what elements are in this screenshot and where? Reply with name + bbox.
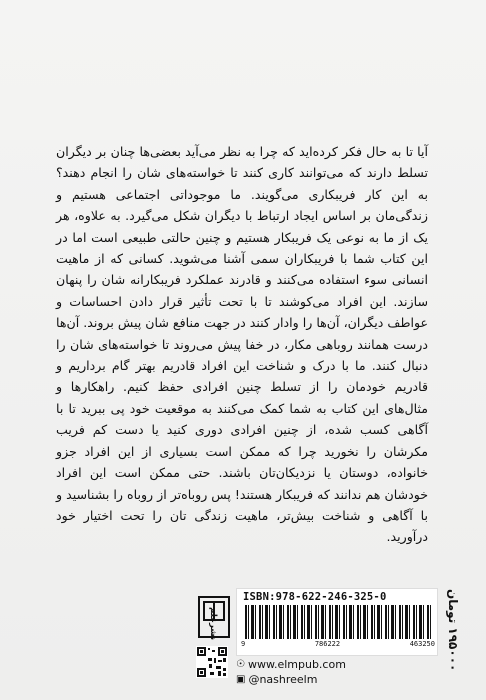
website-text: www.elmpub.com <box>247 658 346 671</box>
instagram-icon: ▣ <box>236 674 246 685</box>
barcode-digit-group: 9 <box>241 640 246 648</box>
instagram-text: @nashreelm <box>248 673 318 686</box>
barcode-digits <box>241 640 435 648</box>
qr-code-icon <box>196 646 228 678</box>
globe-icon: ☉ <box>236 659 245 670</box>
website-row <box>236 657 346 672</box>
publisher-logo-text: نشرعلم <box>208 606 218 640</box>
publisher-contact <box>236 657 346 687</box>
barcode-digit-group: 786222 <box>314 640 341 648</box>
price-label: ۱۹۵۰۰۰ تومان <box>446 588 460 671</box>
barcode-digit-group: 463250 <box>409 640 435 648</box>
blurb-paragraph: آیا تا به حال فکر کرده‌اید که چرا به نظر می‌آید بعضی‌ها چنان بر دیگران تسلط دارند که می‌توانند کاری کنند تا خواسته‌های شان را انجام دهند؟ به این کار فریبکاری می‌گویند. ما موجوداتی اجتماعی هستیم و زندگی‌مان بر اساس ایجاد ارتباط با دیگران شکل می‌گیرد. به علاوه، هر یک از ما به نوعی یک فریبکار هستیم و چنین حالتی طبیعی است اما در این کتاب شما با فریبکاران سمی آشنا می‌شوید. کسانی که از ماهیت انسانی سوء استفاده می‌کنند و قادرند عملکرد فریبکارانه شان را پنهان سازند. این افراد می‌کوشند تا با تحت تأثیر قرار دادن احساسات و عواطف دیگران، آن‌ها را وادار کنند در جهت منافع شان پیش بروند. آن‌ها درست همانند روباهی مکار، در خفا پیش می‌روند تا خواسته‌های شان را دنبال کنند. ما با درک و شناخت این افراد قادریم بهتر گام برداریم و قادریم خودمان را از تسلط چنین افرادی حفظ کنیم. راهکارها و مثال‌های این کتاب به شما کمک می‌کنند به موقعیت خود پی ببرید تا با آگاهی کسب شده، از چنین افرادی دوری کنید یا دست کم فریب مکرشان را نخورید چرا که ممکن است بسیاری از این افراد جزو خانواده، دوستان یا نزدیکان‌تان باشند. حتی ممکن است این افراد خودشان هم ندانند که فریبکار هستند! پس روباه‌تر از روباه را بشناسید و با آگاهی و شناخت بیش‌تر، ماهیت زندگی تان را تحت اختیار خود درآورید. <box>56 144 428 545</box>
barcode-bars <box>245 605 431 639</box>
isbn-label: ISBN:978-622-246-325-0 <box>243 591 387 603</box>
instagram-row <box>236 672 346 687</box>
isbn-barcode <box>236 588 438 656</box>
blurb-text <box>56 141 428 548</box>
